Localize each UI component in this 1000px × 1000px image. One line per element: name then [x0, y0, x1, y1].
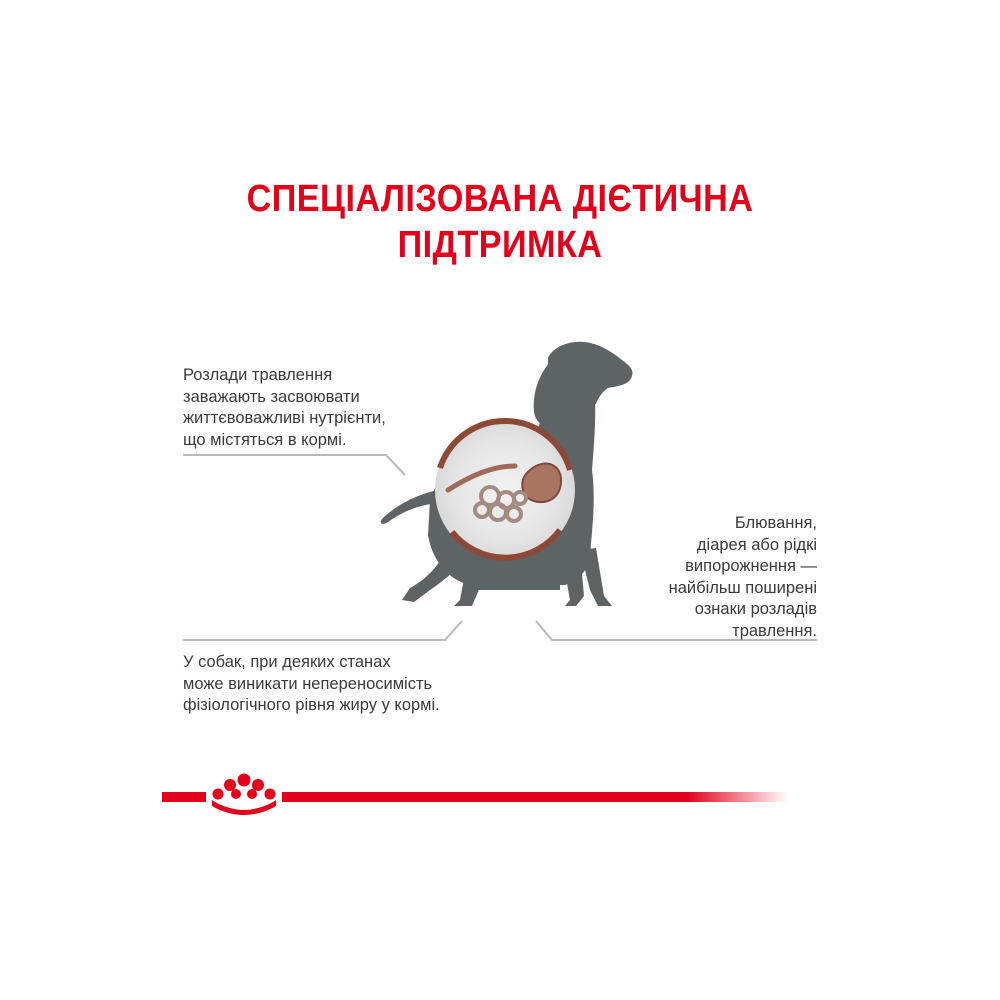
leader-line-bottom-left — [183, 621, 462, 640]
callout-line: діарея або рідкі — [696, 535, 817, 554]
callout-line: травлення. — [732, 621, 817, 640]
callout-line: фізіологічного рівня жиру у кормі. — [183, 696, 440, 714]
callout-line: Блювання, — [734, 514, 817, 532]
brand-footer — [0, 770, 1000, 830]
callout-line: найбільш поширені — [668, 578, 817, 597]
callout-line: життєвоважливі нутрієнти, — [183, 409, 386, 427]
title-line-1: СПЕЦІАЛІЗОВАНА ДІЄТИЧНА — [246, 178, 754, 220]
callout-line: може виникати непереносимість — [183, 674, 433, 693]
callout-digestion-issues — [183, 365, 386, 451]
leader-line-top-left — [183, 455, 405, 475]
callout-line: що містяться в кормі. — [183, 430, 347, 449]
brand-line-right — [282, 792, 788, 802]
brand-line-left — [162, 792, 206, 802]
callout-symptoms — [669, 513, 817, 642]
callout-line: випорожнення — — [685, 557, 817, 575]
callout-line: ознаки розладів — [694, 600, 817, 618]
callout-fat-intolerance — [183, 652, 440, 717]
title-line-2: ПІДТРИМКА — [397, 224, 603, 266]
callout-line: У собак, при деяких станах — [183, 653, 391, 671]
callout-line: заважають засвоювати — [183, 387, 360, 406]
digestive-circle — [435, 420, 575, 560]
royal-crown-icon — [212, 774, 276, 816]
callout-line: Розлади травлення — [183, 366, 333, 384]
